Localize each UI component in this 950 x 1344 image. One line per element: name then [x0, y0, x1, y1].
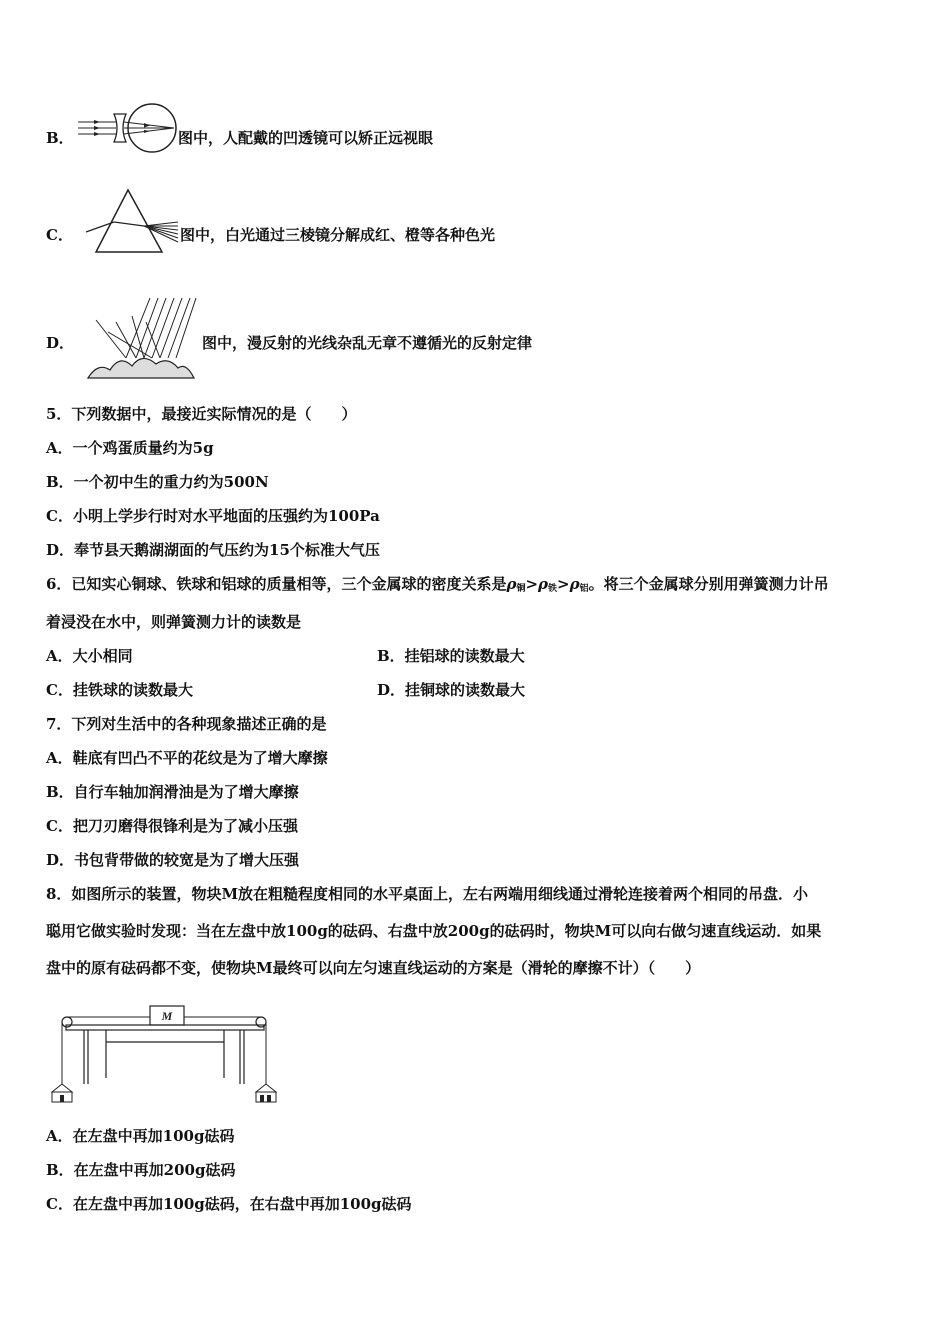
option-label: D．: [46, 334, 75, 352]
q5-option-d: D．奉节县天鹅湖湖面的气压约为15个标准大气压: [46, 541, 380, 559]
q7-option-c: C．把刀刃磨得很锋利是为了减小压强: [46, 817, 298, 835]
q5-option-a: A．一个鸡蛋质量约为5g: [46, 439, 214, 457]
q8-option-c: C．在左盘中再加100g砝码，在右盘中再加100g砝码: [46, 1195, 412, 1213]
option-b-text: 图中，人配戴的凹透镜可以矫正远视眼: [178, 129, 434, 147]
q8-stem-line3: 盘中的原有砝码都不变，使物块M最终可以向左匀速直线运动的方案是（滑轮的摩擦不计）（ ）: [46, 959, 701, 977]
option-c-text: 图中，白光通过三棱镜分解成红、橙等各种色光: [180, 226, 496, 244]
q6-stem: [46, 574, 829, 599]
q7-option-b: B．自行车轴加润滑油是为了增大摩擦: [46, 783, 299, 801]
option-d-text: 图中，漫反射的光线杂乱无章不遵循光的反射定律: [202, 334, 533, 352]
q6-option-c: C．挂铁球的读数最大: [46, 681, 193, 699]
q8-stem-line2: 聪用它做实验时发现：当在左盘中放100g的砝码、右盘中放200g的砝码时，物块M可以向右做匀速直线运动．如果: [46, 922, 822, 940]
q5-option-b: B．一个初中生的重力约为500N: [46, 473, 269, 491]
q8-option-b: B．在左盘中再加200g砝码: [46, 1161, 236, 1179]
option-label: B．: [46, 129, 74, 147]
q7-option-a: A．鞋底有凹凸不平的花纹是为了增大摩擦: [46, 749, 328, 767]
greater-than: >: [525, 575, 539, 593]
rho-symbol: ρ: [538, 575, 549, 593]
q6-stem-before: 6．已知实心铜球、铁球和铝球的质量相等，三个金属球的密度关系是: [46, 575, 507, 593]
eye-lens-figure: [74, 102, 179, 154]
option-d-figure-line: [46, 333, 74, 353]
subscript-aluminum: 铝: [579, 584, 589, 594]
subscript-copper: 铜: [516, 584, 526, 594]
q6-option-a: A．大小相同: [46, 647, 133, 665]
pulley-table-figure: [48, 1002, 280, 1104]
q6-stem-line2: 着浸没在水中，则弹簧测力计的读数是: [46, 613, 302, 631]
q7-stem: 7．下列对生活中的各种现象描述正确的是: [46, 715, 327, 733]
subscript-iron: 铁: [548, 584, 558, 594]
q5-stem: 5．下列数据中，最接近实际情况的是（ ）: [46, 405, 357, 423]
q8-option-a: A．在左盘中再加100g砝码: [46, 1127, 235, 1145]
q6-option-d: D．挂铜球的读数最大: [377, 681, 526, 699]
block-label: M: [161, 1009, 173, 1023]
option-c-figure-line: [46, 225, 73, 245]
q8-stem-line1: 8．如图所示的装置，物块M放在粗糙程度相同的水平桌面上，左右两端用细线通过滑轮连接着两个相同的吊盘．小: [46, 885, 809, 903]
option-label: C．: [46, 226, 73, 244]
q5-option-c: C．小明上学步行时对水平地面的压强约为100Pa: [46, 507, 380, 525]
rho-symbol: ρ: [569, 575, 580, 593]
rho-symbol: ρ: [506, 575, 517, 593]
q6-option-b: B．挂铝球的读数最大: [377, 647, 525, 665]
prism-figure: [84, 188, 180, 256]
diffuse-reflection-figure: [86, 292, 198, 380]
greater-than: >: [557, 575, 570, 593]
option-b-figure-line: [46, 128, 74, 148]
q7-option-d: D．书包背带做的较宽是为了增大压强: [46, 851, 300, 869]
q6-stem-after: 。将三个金属球分别用弹簧测力计吊: [588, 575, 829, 593]
